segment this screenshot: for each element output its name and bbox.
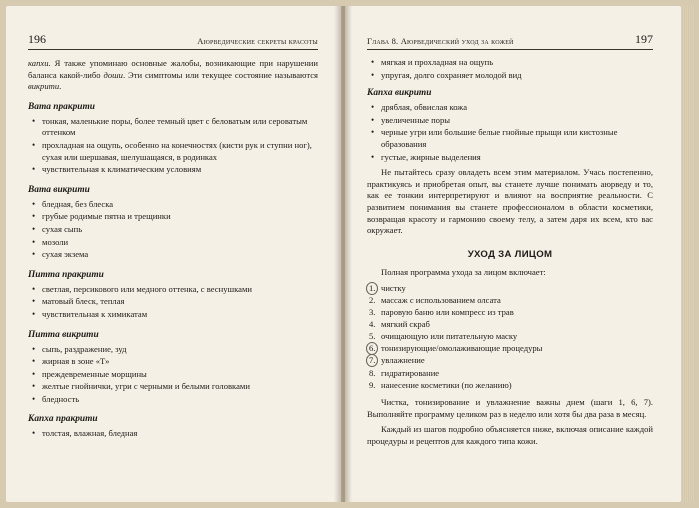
left-page-content bbox=[28, 58, 318, 441]
item-number: 2. bbox=[369, 295, 376, 305]
numbered-item bbox=[367, 355, 653, 367]
section-title: Вата пракрити bbox=[28, 101, 96, 112]
page-number: 197 bbox=[635, 32, 653, 46]
right-page bbox=[345, 6, 681, 502]
item-text: паровую баню или компресс из трав bbox=[381, 307, 514, 318]
intro-paragraph bbox=[28, 58, 318, 93]
list-item: • тонкая, маленькие поры, более темный цвет с беловатым или сероватым оттенком bbox=[28, 116, 318, 139]
running-head: Глава 8. Аюрведический уход за кожей bbox=[367, 36, 514, 46]
bullet-list bbox=[28, 428, 318, 440]
list-item: • черные угри или большие белые гнойные прыщи или кистозные образования bbox=[367, 127, 653, 150]
list-item: • бледная, без блеска bbox=[28, 199, 318, 211]
right-page-header bbox=[367, 33, 653, 50]
item-number: 8. bbox=[369, 367, 376, 378]
list-item: • преждевременные морщины bbox=[28, 369, 318, 381]
right-page-content bbox=[367, 56, 653, 448]
bullet-list bbox=[367, 102, 653, 163]
numbered-item bbox=[367, 331, 653, 343]
body-paragraph: Не пытайтесь сразу овладеть всем этим материалом. Учась постепенно, практикуясь и приобретая опыт, вы станете лучше понимать аюрведу и то, как ее тонкии интерпретируют и влияют на восприятие реальности. С развитием понимания вы станете профессионалом в области косметики, возвращая красоту и гармонию своему телу, а затем даря их всем, кто вас окружает. bbox=[367, 167, 653, 236]
numbered-item bbox=[367, 368, 653, 380]
item-number: 4. bbox=[369, 319, 376, 330]
item-text: массаж с использованием олсата bbox=[381, 295, 501, 305]
list-item: • жирная в зоне «Т» bbox=[28, 356, 318, 368]
list-item: • сыпь, раздражение, зуд bbox=[28, 344, 318, 356]
left-page-header bbox=[28, 33, 318, 50]
intro-text: . Эти симптомы или текущее состояние называются bbox=[122, 69, 318, 80]
list-item: • густые, жирные выделения bbox=[367, 152, 653, 164]
list-item: • чувствительная к климатическим условиям bbox=[28, 164, 318, 176]
section-title: Вата викрити bbox=[28, 184, 90, 195]
running-head: Аюрведические секреты красоты bbox=[197, 36, 318, 46]
numbered-item bbox=[367, 307, 653, 319]
item-text: увлажнение bbox=[381, 355, 425, 366]
item-text: мягкий скраб bbox=[381, 319, 430, 330]
list-item: • бледность bbox=[28, 394, 318, 406]
item-number: 5. bbox=[369, 331, 376, 342]
item-text: очищающую или питательную маску bbox=[381, 331, 518, 342]
item-text: чистку bbox=[381, 282, 406, 293]
body-paragraph: Чистка, тонизирование и увлажнение важны днем (шаги 1, 6, 7). Выполняйте программу целиком раз в неделю или хотя бы два раза в месяц. bbox=[367, 397, 653, 419]
page-number: 196 bbox=[28, 32, 46, 46]
list-item: • увеличенные поры bbox=[367, 115, 653, 127]
list-item: • мозоли bbox=[28, 237, 318, 249]
list-item: • чувствительная к химикатам bbox=[28, 309, 318, 321]
bullet-list bbox=[28, 344, 318, 406]
section-title: Питта пракрити bbox=[28, 269, 104, 280]
list-item: • упругая, долго сохраняет молодой вид bbox=[367, 70, 653, 82]
intro-text: . Я также упоминаю основные жалобы, возникающие при нарушении баланса какой-либо bbox=[28, 58, 318, 80]
numbered-item bbox=[367, 380, 653, 392]
section-heading: УХОД ЗА ЛИЦОМ bbox=[467, 248, 553, 260]
bullet-list bbox=[28, 116, 318, 176]
intro-text: викрити bbox=[28, 81, 60, 92]
intro-text: . bbox=[59, 81, 62, 92]
item-number: 7. bbox=[369, 355, 376, 366]
list-item: • матовый блеск, теплая bbox=[28, 296, 318, 308]
left-page bbox=[6, 6, 341, 502]
body-paragraph: Каждый из шагов подробно объясняется ниже, включая описание каждой процедуры и рецептов для каждого типа кожи. bbox=[367, 424, 653, 447]
list-item: • дряблая, обвислая кожа bbox=[367, 102, 653, 114]
list-item: • мягкая и прохладная на ощупь bbox=[367, 57, 653, 69]
list-item: • прохладная на ощупь, особенно на конечностях (кисти рук и ступни ног), сухая или шершавая, шелушащаяся, в родинках bbox=[28, 140, 318, 163]
intro-text: капхи bbox=[28, 58, 49, 68]
numbered-item bbox=[367, 343, 653, 355]
item-number: 9. bbox=[369, 379, 376, 390]
numbered-item bbox=[367, 319, 653, 331]
list-item: • желтые гнойнички, угри с черными и белыми головками bbox=[28, 381, 318, 393]
bullet-list bbox=[28, 284, 318, 321]
bullet-list bbox=[28, 199, 318, 261]
intro-text: доши bbox=[103, 69, 123, 80]
list-item: • толстая, влажная, бледная bbox=[28, 428, 318, 440]
numbered-item bbox=[367, 283, 653, 295]
item-number: 6. bbox=[369, 343, 376, 354]
item-number: 1. bbox=[369, 282, 376, 293]
item-text: нанесение косметики (по желанию) bbox=[381, 379, 512, 390]
numbered-item bbox=[367, 295, 653, 307]
page-edges bbox=[681, 6, 695, 502]
list-item: • светлая, персикового или медного оттенка, с веснушками bbox=[28, 284, 318, 296]
section-title: Капха пракрити bbox=[28, 414, 98, 425]
item-number: 3. bbox=[369, 307, 376, 318]
list-item: • сухая сыпь bbox=[28, 224, 318, 236]
book-gutter bbox=[334, 6, 352, 502]
list-item: • сухая экзема bbox=[28, 249, 318, 261]
section-title: Капха викрити bbox=[367, 88, 432, 99]
list-intro: Полная программа ухода за лицом включает: bbox=[381, 267, 546, 278]
bullet-list bbox=[367, 57, 653, 81]
list-item: • грубые родимые пятна и трещинки bbox=[28, 211, 318, 223]
item-text: гидратирование bbox=[381, 367, 440, 378]
item-text: тонизирующие/омолаживающие процедуры bbox=[381, 343, 543, 354]
section-title: Питта викрити bbox=[28, 329, 99, 340]
numbered-list bbox=[367, 283, 653, 391]
